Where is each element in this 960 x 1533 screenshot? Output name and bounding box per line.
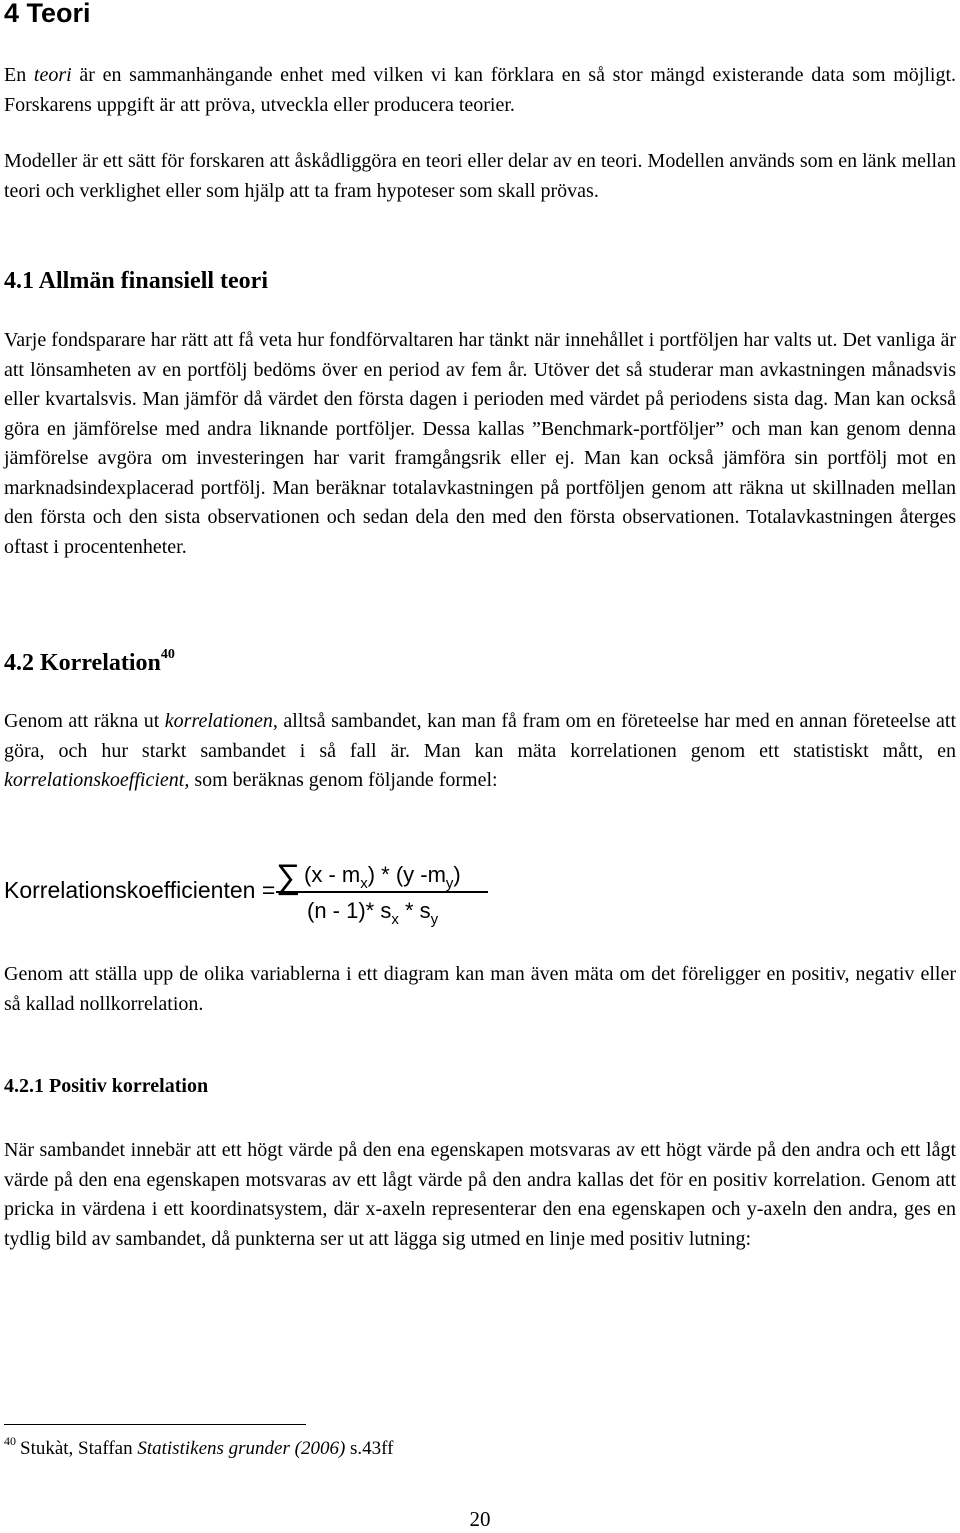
- correlation-formula: [4, 852, 494, 930]
- footnote-author: Stukàt, Staffan: [20, 1438, 138, 1459]
- formula-lhs: Korrelationskoefficienten =: [4, 877, 276, 903]
- page-number: 20: [469, 1507, 491, 1531]
- section-heading-4-2: [4, 648, 175, 682]
- footnote-page: s.43ff: [345, 1438, 394, 1459]
- section-4-1-paragraph: Varje fondsparare har rätt att få veta hur fondförvaltaren har tänkt när innehållet i portföljen har valts ut. Det vanliga är att lönsamheten av en portfölj bedöms över en period av fem år. Utöver det så studerar man avkastningen månadsvis eller kvartalsvis. Man jämför då värdet den första dagen i perioden med värdet på periodens sista dag. Man kan också göra en jämförelse med andra liknande portföljer. Dessa kallas ”Benchmark-portföljer” och man kan genom denna jämförelse avgöra om investeringen har varit framgångsrik eller ej. Man kan också jämföra sin portfölj mot en marknadsindexplacerad portfölj. Man beräknar totalavkastningen på portföljen genom att räkna ut skillnaden mellan den första och den sista observationen och sedan dela den med den första observationen. Totalavkastningen återges oftast i procentenheter.: [4, 329, 956, 558]
- section-4-2-paragraph-1: [4, 707, 956, 796]
- footnote-number: 40: [4, 1434, 16, 1448]
- footnote-reference[interactable]: 40: [160, 647, 175, 662]
- section-4-2-paragraph-2: Genom att ställa upp de olika variablerna i ett diagram kan man även mäta om det föreligger en positiv, negativ eller så kallad nollkorrelation.: [4, 963, 956, 1015]
- intro-paragraph-1: [4, 61, 956, 120]
- text-run: alltså sambandet, kan man få fram om en företeelse har med en annan företeelse att göra, och hur starkt sambandet i så fall är. Man kan mäta korrelationen genom ett statistiskt mått, en: [4, 710, 956, 762]
- footnote-title: Statistikens grunder (2006): [137, 1438, 346, 1459]
- term-korrelationskoefficient: korrelationskoefficient,: [4, 769, 190, 791]
- footnote-separator: [4, 1424, 306, 1425]
- section-heading-4-2-1: 4.2.1 Positiv korrelation: [4, 1075, 209, 1097]
- chapter-title: 4 Teori: [4, 0, 91, 28]
- formula-sum-sign: ∑: [276, 858, 301, 896]
- text-run: Genom att räkna ut: [4, 710, 165, 732]
- term-teori: teori: [33, 64, 72, 86]
- formula-numerator: $(x - m_x) * (y$ $-m_y$): [304, 862, 461, 892]
- text-run: är en sammanhängande enhet med vilken vi kan förklara en så stor mängd existerande data som möjligt. Forskarens uppgift är att pröva, utveckla eller producera teorier.: [4, 64, 956, 116]
- formula-denominator: (n - 1)* $s_x * s_y$: [307, 898, 439, 928]
- heading-text: 4.2 Korrelation: [4, 650, 161, 676]
- section-heading-4-1: 4.1 Allmän finansiell teori: [4, 268, 268, 294]
- term-korrelationen: korrelationen,: [164, 710, 278, 732]
- footnote: [4, 1436, 394, 1463]
- text-run: som beräknas genom följande formel:: [189, 769, 498, 791]
- text-run: En: [4, 64, 34, 86]
- section-4-2-1-paragraph: När sambandet innebär att ett högt värde på den ena egenskapen motsvaras av ett högt värde på den andra och ett lågt värde på den ena egenskapen motsvaras av ett lågt värde på den andra kallas det för en positiv korrelation. Genom att pricka in värdena i ett koordinatsystem, där x-axeln representerar den ena egenskapen och y-axeln den andra, ges en tydlig bild av sambandet, då punkterna ser ut att lägga sig utmed en linje med positiv lutning:: [4, 1139, 956, 1250]
- intro-paragraph-2: Modeller är ett sätt för forskaren att åskådliggöra en teori eller delar av en teori. Modellen används som en länk mellan teori och verklighet eller som hjälp att ta fram hypoteser som skall prövas.: [4, 150, 956, 202]
